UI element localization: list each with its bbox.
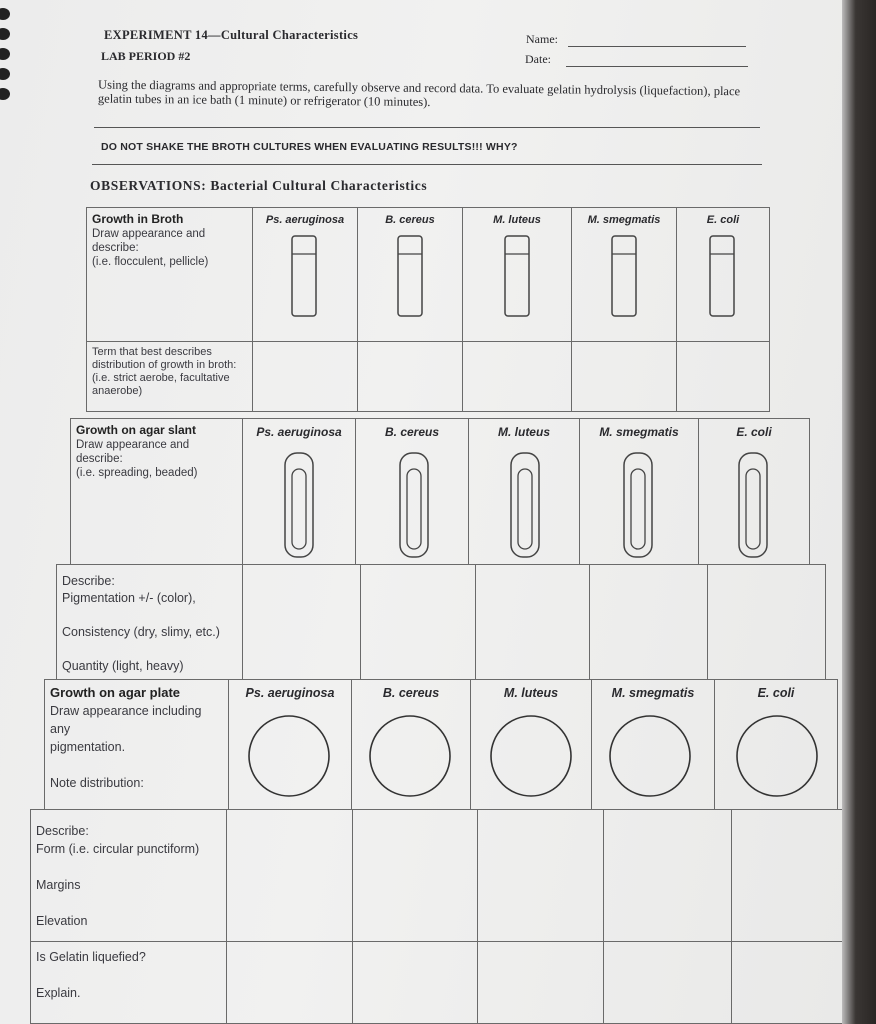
slant-describe-cell[interactable] [243, 565, 361, 680]
organism-header: M. luteus [493, 214, 541, 226]
broth-cell[interactable] [358, 208, 463, 342]
slant-desc-1: Draw appearance and describe: [76, 439, 190, 465]
broth-tube-icon [358, 226, 462, 326]
binder-hole [0, 8, 10, 20]
date-field[interactable] [566, 66, 748, 67]
binder-hole [0, 48, 10, 60]
broth-term-cell[interactable] [463, 342, 572, 412]
broth-tube-icon [463, 226, 571, 326]
plate-title: Growth on agar plate [50, 685, 181, 700]
organism-header: M. luteus [497, 425, 550, 439]
slant-pigment: Pigmentation +/- (color), [62, 591, 196, 605]
slant-table [70, 418, 810, 565]
slant-cell[interactable] [580, 419, 699, 565]
broth-desc-2: (i.e. flocculent, pellicle) [92, 256, 209, 268]
organism-header: B. cereus [382, 686, 440, 700]
organism-header: M. smegmatis [587, 214, 661, 226]
slant-cell[interactable] [243, 419, 356, 565]
slant-describe-cell[interactable] [707, 565, 825, 680]
warning-text: DO NOT SHAKE THE BROTH CULTURES WHEN EVALUATING RESULTS!!! WHY? [101, 141, 518, 153]
plate-form: Form (i.e. circular punctiform) [36, 842, 200, 856]
organism-header: B. cereus [384, 425, 440, 439]
plate-describe-cell[interactable] [227, 810, 353, 942]
gelatin-question: Is Gelatin liquefied? [36, 950, 146, 964]
petri-dish-icon [471, 700, 591, 800]
page-edge [842, 0, 876, 1024]
broth-term-2: distribution of growth in broth: [92, 359, 237, 371]
plate-table [44, 679, 838, 810]
broth-term-3: (i.e. strict aerobe, facultative [92, 372, 230, 384]
broth-term-cell[interactable] [572, 342, 677, 412]
slant-consistency: Consistency (dry, slimy, etc.) [62, 625, 220, 639]
slant-tube-icon [356, 439, 468, 559]
slant-describe-cell[interactable] [589, 565, 707, 680]
broth-table [86, 207, 770, 412]
organism-header: Ps. aeruginosa [245, 686, 335, 700]
plate-describe-cell[interactable] [603, 810, 731, 942]
plate-cell[interactable] [352, 680, 471, 810]
gelatin-cell[interactable] [731, 942, 859, 1024]
slant-tube-icon [469, 439, 579, 559]
organism-header: M. luteus [503, 686, 559, 700]
broth-cell[interactable] [463, 208, 572, 342]
gelatin-cell[interactable] [477, 942, 603, 1024]
slant-cell[interactable] [469, 419, 580, 565]
slant-title: Growth on agar slant [76, 423, 197, 437]
organism-header: M. smegmatis [599, 425, 679, 439]
plate-cell[interactable] [592, 680, 715, 810]
broth-cell[interactable] [253, 208, 358, 342]
slant-quantity: Quantity (light, heavy) [62, 659, 184, 673]
gelatin-cell[interactable] [603, 942, 731, 1024]
name-field[interactable] [568, 46, 746, 47]
organism-header: M. smegmatis [611, 686, 695, 700]
slant-tube-icon [580, 439, 698, 559]
plate-cell[interactable] [715, 680, 838, 810]
petri-dish-icon [352, 700, 470, 800]
organism-header: E. coli [736, 425, 772, 439]
plate-describe-cell[interactable] [477, 810, 603, 942]
plate-describe: Describe: [36, 824, 89, 838]
name-label: Name: [526, 32, 558, 46]
date-label: Date: [525, 52, 551, 66]
lab-period: LAB PERIOD #2 [101, 49, 191, 63]
organism-header: Ps. aeruginosa [265, 214, 345, 226]
organism-header: E. coli [706, 214, 740, 226]
slant-cell[interactable] [699, 419, 810, 565]
organism-header: E. coli [757, 686, 795, 700]
plate-desc-2: pigmentation. [50, 740, 126, 754]
plate-cell[interactable] [229, 680, 352, 810]
broth-title: Growth in Broth [92, 212, 184, 226]
plate-describe-table [30, 809, 860, 1024]
broth-tube-icon [253, 226, 357, 326]
organism-header: Ps. aeruginosa [256, 425, 342, 439]
broth-term-cell[interactable] [253, 342, 358, 412]
gelatin-cell[interactable] [227, 942, 353, 1024]
gelatin-cell[interactable] [353, 942, 477, 1024]
slant-tube-icon [699, 439, 809, 559]
petri-dish-icon [592, 700, 714, 800]
broth-desc-1: Draw appearance and describe: [92, 228, 206, 254]
binder-hole [0, 88, 10, 100]
broth-tube-icon [572, 226, 676, 326]
organism-header: B. cereus [385, 214, 435, 226]
observations-title: OBSERVATIONS: Bacterial Cultural Characteristics [90, 178, 428, 193]
broth-tube-icon [677, 226, 769, 326]
binder-hole [0, 68, 10, 80]
broth-cell[interactable] [572, 208, 677, 342]
plate-desc-1: Draw appearance including any [50, 704, 202, 736]
petri-dish-icon [229, 700, 351, 800]
rule-line [94, 127, 760, 128]
slant-tube-icon [243, 439, 355, 559]
broth-term-cell[interactable] [677, 342, 770, 412]
plate-describe-cell[interactable] [353, 810, 477, 942]
plate-margins: Margins [36, 878, 81, 892]
rule-line [92, 164, 762, 165]
petri-dish-icon [715, 700, 837, 800]
slant-desc-2: (i.e. spreading, beaded) [76, 467, 198, 479]
broth-term-4: anaerobe) [92, 385, 143, 397]
slant-cell[interactable] [356, 419, 469, 565]
plate-cell[interactable] [471, 680, 592, 810]
broth-term-1: Term that best describes [92, 346, 212, 358]
slant-describe: Describe: [62, 574, 115, 588]
plate-describe-cell[interactable] [731, 810, 859, 942]
instructions: Using the diagrams and appropriate terms, carefully observe and record data. To evaluate gelatin hydrolysis (liquefaction), place gelatin tubes in an ice bath (1 minute) or refrigerator (10 minutes). [97, 77, 741, 110]
binder-hole [0, 28, 10, 40]
broth-term-cell[interactable] [358, 342, 463, 412]
experiment-title: EXPERIMENT 14—Cultural Characteristics [104, 28, 359, 42]
gelatin-explain: Explain. [36, 986, 81, 1000]
slant-describe-cell[interactable] [361, 565, 475, 680]
slant-describe-table [56, 564, 826, 680]
slant-describe-cell[interactable] [475, 565, 589, 680]
plate-distribution: Note distribution: [50, 776, 144, 790]
plate-elevation: Elevation [36, 914, 88, 928]
broth-cell[interactable] [677, 208, 770, 342]
